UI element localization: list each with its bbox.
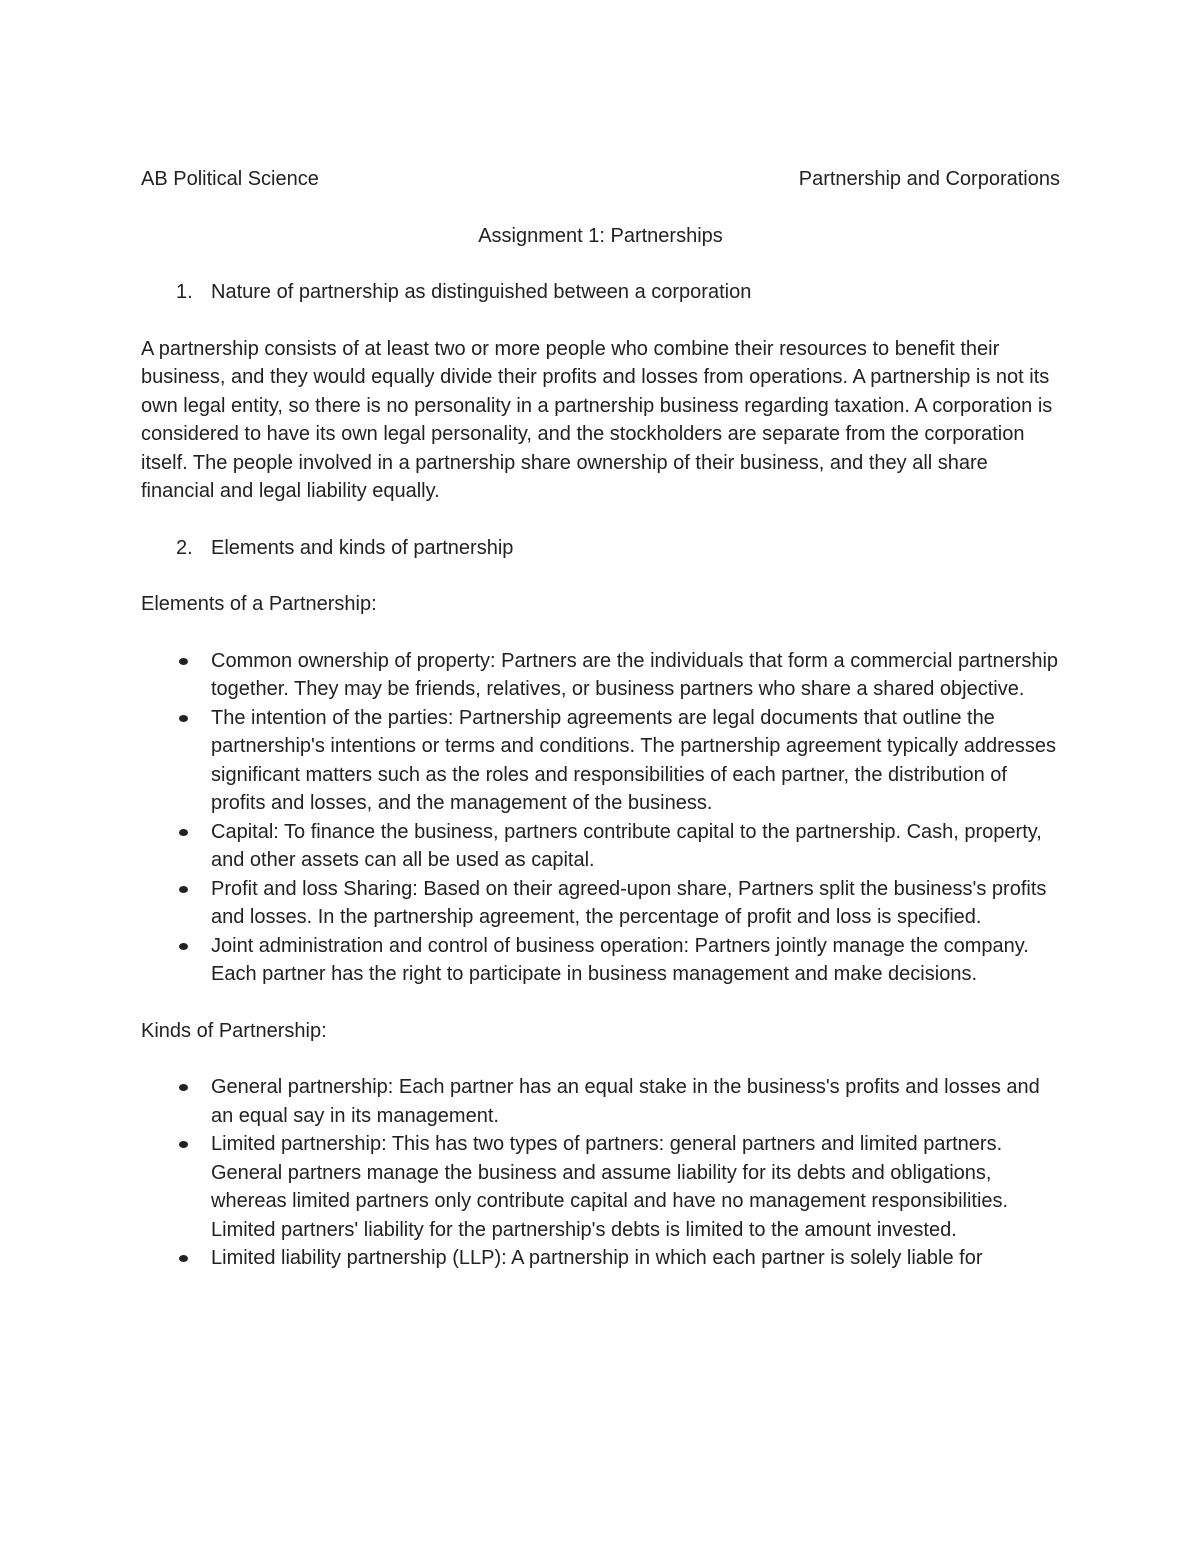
numbered-heading-1: [141, 278, 1060, 307]
list-item-text: Joint administration and control of business operation: Partners jointly manage the company. Each partner has the right to participate in business management and make decisions.: [211, 934, 1029, 985]
list-item: [141, 647, 1060, 704]
list-item-text: Limited partnership: This has two types of partners: general partners and limited partners. General partners manage the business and assume liability for its debts and obligations, whereas limited partners only contribute capital and have no management responsibilities. Limited partners' liability for the partnership's debts is limited to the amount invested.: [211, 1133, 1009, 1241]
section-paragraph: A partnership consists of at least two or more people who combine their resources to benefit their business, and they would equally divide their profits and losses from operations. A partnership is not its own legal entity, so there is no personality in a partnership business regarding taxation. A corporation is considered to have its own legal personality, and the stockholders are separate from the corporation itself. The people involved in a partnership share ownership of their business, and they all share financial and legal liability equally.: [141, 337, 1053, 502]
list-number: 1.: [176, 281, 193, 303]
list-item: [141, 932, 1060, 989]
bullet-icon: [141, 1244, 211, 1273]
bullet-icon: [141, 704, 211, 818]
bullet-icon: [141, 818, 211, 875]
list-item: [141, 818, 1060, 875]
list-item-text: Capital: To finance the business, partners contribute capital to the partnership. Cash, property, and other assets can all be used as capital.: [211, 820, 1042, 871]
list-item-text: Profit and loss Sharing: Based on their agreed-upon share, Partners split the business's profits and losses. In the partnership agreement, the percentage of profit and loss is specified.: [211, 877, 1047, 928]
bullet-icon: [141, 1073, 211, 1130]
list-number: 2.: [176, 536, 193, 559]
list-item-text: Common ownership of property: Partners are the individuals that form a commercial partnership together. They may be friends, relatives, or business partners who share a shared objective.: [211, 649, 1059, 700]
bullet-icon: [141, 647, 211, 704]
elements-list: [141, 647, 1060, 989]
section-heading: Nature of partnership as distinguished between a corporation: [211, 281, 752, 303]
kinds-label: Kinds of Partnership:: [141, 1019, 327, 1042]
list-item-text: Limited liability partnership (LLP): A partnership in which each partner is solely liable for: [211, 1247, 983, 1269]
list-item-text: General partnership: Each partner has an equal stake in the business's profits and losses and an equal say in its management.: [211, 1076, 1040, 1127]
document-page: [141, 165, 1060, 1273]
list-item: [141, 1130, 1060, 1244]
header-left-course: AB Political Science: [141, 168, 319, 190]
bullet-icon: [141, 932, 211, 989]
list-item-text: The intention of the parties: Partnership agreements are legal documents that outline the partnership's intentions or terms and conditions. The partnership agreement typically addresses significant matters such as the roles and responsibilities of each partner, the distribution of profits and losses, and the management of the business.: [211, 706, 1057, 814]
list-item: [141, 704, 1060, 818]
header-right-subject: Partnership and Corporations: [798, 168, 1060, 190]
bullet-icon: [141, 1130, 211, 1244]
section-heading: Elements and kinds of partnership: [211, 536, 514, 559]
assignment-title: Assignment 1: Partnerships: [478, 224, 723, 247]
list-item: [141, 1073, 1060, 1130]
numbered-heading-2: [141, 534, 1060, 563]
list-item: [141, 875, 1060, 932]
document-header: [141, 165, 1060, 194]
list-item: [141, 1244, 1060, 1273]
bullet-icon: [141, 875, 211, 932]
kinds-list: [141, 1073, 1060, 1273]
elements-label: Elements of a Partnership:: [141, 593, 377, 615]
